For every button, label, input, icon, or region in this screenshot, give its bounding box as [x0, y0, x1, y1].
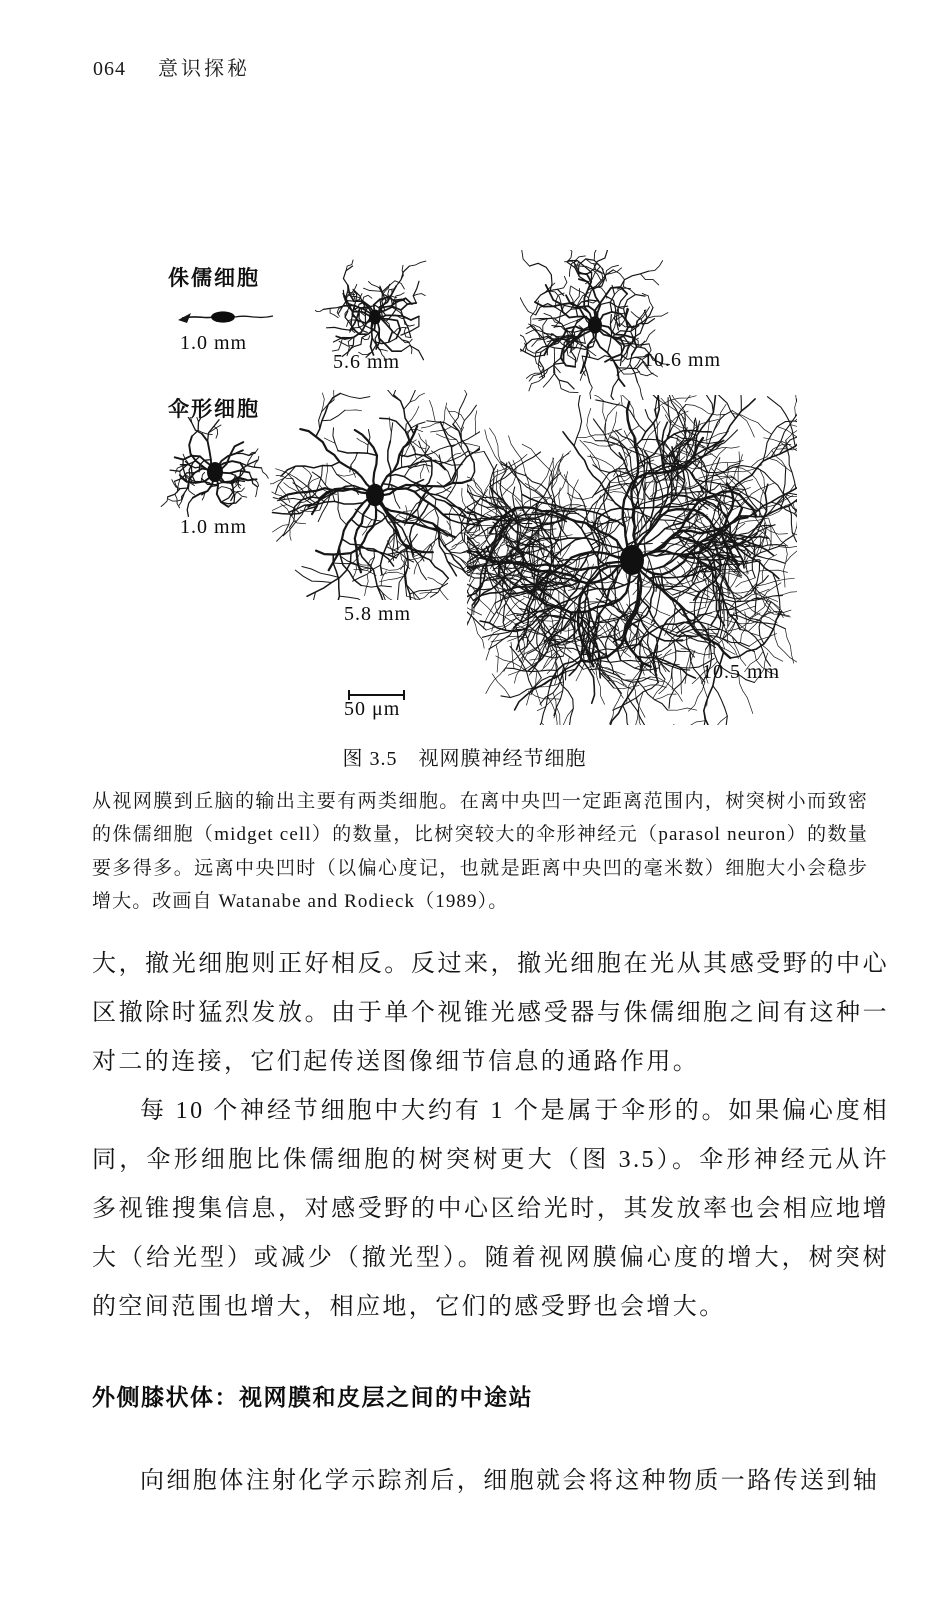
- midget-cell-1mm-label: 1.0 mm: [180, 332, 248, 354]
- paragraph-tracer: 向细胞体注射化学示踪剂后，细胞就会将这种物质一路传送到轴: [140, 1468, 880, 1494]
- midget-cell-group-label: 侏儒细胞: [168, 267, 260, 290]
- parasol-cell-1mm-label: 1.0 mm: [180, 516, 248, 538]
- parasol-cell-group-label: 伞形细胞: [168, 398, 260, 421]
- parasol-cell-1mm-drawing: [160, 417, 270, 527]
- running-head: [93, 52, 250, 81]
- parasol-cell-5-8mm-label: 5.8 mm: [344, 603, 412, 625]
- page-number: 064: [93, 58, 126, 80]
- book-title: 意识探秘: [158, 58, 250, 80]
- parasol-cell-5-8mm-drawing: [270, 390, 480, 600]
- section-heading-lgn: 外侧膝状体：视网膜和皮层之间的中途站: [92, 1384, 533, 1410]
- scale-bar-label: 50 μm: [344, 698, 401, 720]
- figure-caption-text: 从视网膜到丘脑的输出主要有两类细胞。在离中央凹一定距离范围内，树突树小而致密的侏儒细胞（midget cell）的数量，比树突较大的伞形神经元（parasol neuron）的数量要多得多。远离中央凹时（以偏心度记，也就是距离中央凹的毫米数）细胞大小会稳步增大。改画自 Watanabe and Rodieck（1989）。: [92, 791, 868, 913]
- figure-caption-title: 图 3.5 视网膜神经节细胞: [342, 748, 587, 770]
- midget-cell-1mm-drawing: [172, 300, 282, 336]
- midget-cell-10-6mm-label: 10.6 mm: [643, 349, 722, 371]
- midget-cell-10-6mm-drawing: [520, 250, 670, 400]
- parasol-cell-10-5mm-label: 10.5 mm: [702, 661, 781, 683]
- midget-cell-5-6mm-label: 5.6 mm: [333, 351, 401, 373]
- body-text: [92, 940, 889, 1506]
- paragraph-parasol-ratio: 每 10 个神经节细胞中大约有 1 个是属于伞形的。如果偏心度相同，伞形细胞比侏儒细胞的树突树更大（图 3.5）。伞形神经元从许多视锥搜集信息，对感受野的中心区给光时，其发放率也会相应地增大（给光型）或减少（撤光型）。随着视网膜偏心度的增大，树突树的空间范围也增大，相应地，它们的感受野也会增大。: [92, 1098, 889, 1320]
- paragraph-off-cells: 大，撤光细胞则正好相反。反过来，撤光细胞在光从其感受野的中心区撤除时猛烈发放。由于单个视锥光感受器与侏儒细胞之间有这种一对二的连接，它们起传送图像细节信息的通路作用。: [92, 951, 889, 1075]
